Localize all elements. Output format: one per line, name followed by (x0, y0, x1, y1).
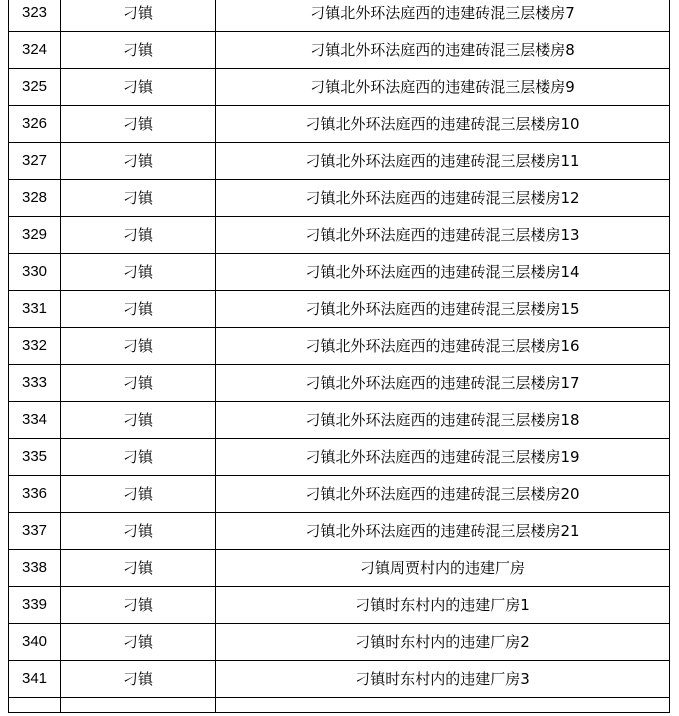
row-number-cell: 323 (9, 0, 61, 32)
row-number-cell: 330 (9, 254, 61, 291)
description-cell: 刁镇北外环法庭西的违建砖混三层楼房12 (216, 180, 670, 217)
row-number-cell: 329 (9, 217, 61, 254)
empty-cell (9, 698, 61, 713)
row-number-cell: 341 (9, 661, 61, 698)
table-row (9, 69, 670, 106)
table-row (9, 476, 670, 513)
description-cell: 刁镇北外环法庭西的违建砖混三层楼房11 (216, 143, 670, 180)
town-cell: 刁镇 (61, 32, 216, 69)
row-number-cell: 338 (9, 550, 61, 587)
row-number-cell: 334 (9, 402, 61, 439)
table-row (9, 32, 670, 69)
town-cell: 刁镇 (61, 624, 216, 661)
town-cell: 刁镇 (61, 291, 216, 328)
table-row (9, 439, 670, 476)
row-number-cell: 335 (9, 439, 61, 476)
table-row (9, 254, 670, 291)
town-cell: 刁镇 (61, 0, 216, 32)
empty-cell (61, 698, 216, 713)
town-cell: 刁镇 (61, 254, 216, 291)
table-row (9, 328, 670, 365)
town-cell: 刁镇 (61, 143, 216, 180)
description-cell: 刁镇北外环法庭西的违建砖混三层楼房10 (216, 106, 670, 143)
description-cell: 刁镇北外环法庭西的违建砖混三层楼房18 (216, 402, 670, 439)
town-cell: 刁镇 (61, 180, 216, 217)
table-row (9, 550, 670, 587)
records-table-body (9, 0, 670, 713)
table-row (9, 624, 670, 661)
description-cell: 刁镇北外环法庭西的违建砖混三层楼房9 (216, 69, 670, 106)
description-cell: 刁镇北外环法庭西的违建砖混三层楼房13 (216, 217, 670, 254)
town-cell: 刁镇 (61, 587, 216, 624)
table-row (9, 0, 670, 32)
description-cell: 刁镇北外环法庭西的违建砖混三层楼房17 (216, 365, 670, 402)
description-cell: 刁镇北外环法庭西的违建砖混三层楼房8 (216, 32, 670, 69)
records-table-container (8, 0, 669, 713)
table-row (9, 365, 670, 402)
table-row (9, 661, 670, 698)
description-cell: 刁镇北外环法庭西的违建砖混三层楼房21 (216, 513, 670, 550)
town-cell: 刁镇 (61, 69, 216, 106)
description-cell: 刁镇周贾村内的违建厂房 (216, 550, 670, 587)
town-cell: 刁镇 (61, 217, 216, 254)
town-cell: 刁镇 (61, 328, 216, 365)
town-cell: 刁镇 (61, 513, 216, 550)
description-cell: 刁镇北外环法庭西的违建砖混三层楼房15 (216, 291, 670, 328)
table-row (9, 106, 670, 143)
row-number-cell: 327 (9, 143, 61, 180)
row-number-cell: 333 (9, 365, 61, 402)
table-row (9, 217, 670, 254)
row-number-cell: 331 (9, 291, 61, 328)
description-cell: 刁镇北外环法庭西的违建砖混三层楼房19 (216, 439, 670, 476)
table-row (9, 587, 670, 624)
description-cell: 刁镇北外环法庭西的违建砖混三层楼房7 (216, 0, 670, 32)
description-cell: 刁镇时东村内的违建厂房3 (216, 661, 670, 698)
row-number-cell: 326 (9, 106, 61, 143)
town-cell: 刁镇 (61, 550, 216, 587)
row-number-cell: 324 (9, 32, 61, 69)
table-row (9, 180, 670, 217)
description-cell: 刁镇北外环法庭西的违建砖混三层楼房14 (216, 254, 670, 291)
town-cell: 刁镇 (61, 661, 216, 698)
table-row (9, 143, 670, 180)
description-cell: 刁镇北外环法庭西的违建砖混三层楼房20 (216, 476, 670, 513)
town-cell: 刁镇 (61, 476, 216, 513)
row-number-cell: 340 (9, 624, 61, 661)
row-number-cell: 328 (9, 180, 61, 217)
town-cell: 刁镇 (61, 106, 216, 143)
table-row-partial (9, 698, 670, 713)
empty-cell (216, 698, 670, 713)
table-row (9, 291, 670, 328)
records-table (8, 0, 670, 713)
description-cell: 刁镇北外环法庭西的违建砖混三层楼房16 (216, 328, 670, 365)
table-row (9, 402, 670, 439)
row-number-cell: 336 (9, 476, 61, 513)
row-number-cell: 337 (9, 513, 61, 550)
row-number-cell: 339 (9, 587, 61, 624)
town-cell: 刁镇 (61, 439, 216, 476)
row-number-cell: 332 (9, 328, 61, 365)
town-cell: 刁镇 (61, 402, 216, 439)
row-number-cell: 325 (9, 69, 61, 106)
description-cell: 刁镇时东村内的违建厂房1 (216, 587, 670, 624)
table-row (9, 513, 670, 550)
description-cell: 刁镇时东村内的违建厂房2 (216, 624, 670, 661)
town-cell: 刁镇 (61, 365, 216, 402)
